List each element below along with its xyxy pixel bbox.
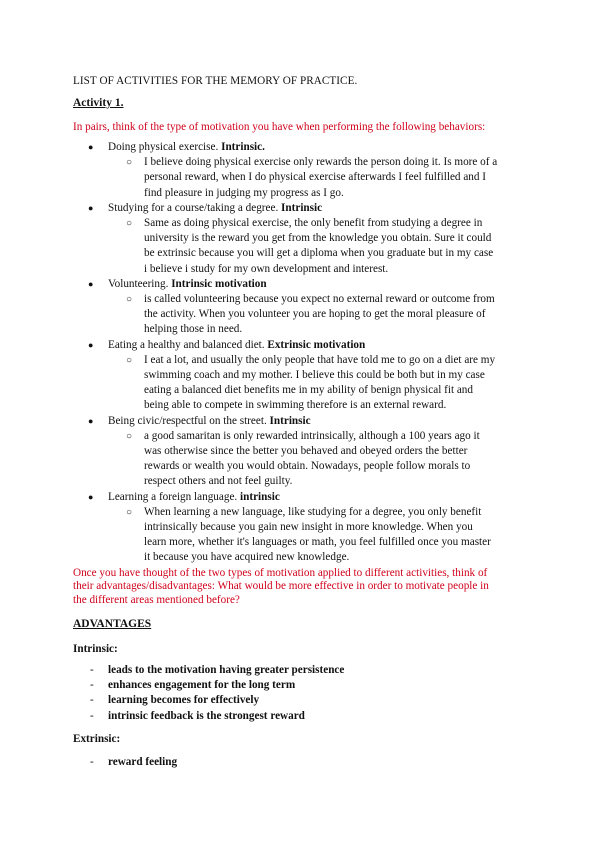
explanation-line: I believe doing physical exercise only rewards the person doing it. Is more of a [144,156,498,169]
prompt-line: the different areas mentioned before? [73,593,240,606]
explanation-line: intrinsically because you gain new insight in more knowledge. When you [144,521,473,534]
dash-bullet-icon: - [90,664,94,676]
explanation-line: the activity. When you volunteer you are hoping to get the moral pleasure of [144,308,486,321]
advantages-heading: ADVANTAGES [73,618,152,630]
explanation-line: Same as doing physical exercise, the only benefit from studying a degree in [144,217,483,230]
activity-item [0,277,600,292]
explanation-line: eating a balanced diet benefits me in my ability of benign physical fit and [144,384,473,397]
motivation-type: Intrinsic. [221,141,265,153]
motivation-type: Intrinsic [281,201,323,214]
bullet-icon: ● [88,415,94,426]
explanation-line: is called volunteering because you expect no external reward or outcome from [144,293,495,306]
bullet-icon: ● [88,278,94,289]
activity-item [0,490,600,505]
activity-explanation [0,155,600,201]
activity-label: Being civic/respectful on the street. [108,414,270,427]
advantage-text: enhances engagement for the long term [108,679,296,692]
dash-bullet-icon: - [90,679,94,692]
activity-label: Doing physical exercise. [108,141,222,153]
intrinsic-heading: Intrinsic: [73,643,118,655]
bullet-icon: ● [88,142,94,152]
explanation-line: respect others and not feel guilty. [144,475,293,488]
explanation-line: being able to compete in swimming therefore is an external reward. [144,399,447,412]
advantage-item [0,678,600,693]
explanation-line: university is the reward you get from the knowledge you obtain. Sure it could [144,232,492,245]
extrinsic-advantage-list [0,755,600,770]
extrinsic-heading: Extrinsic: [73,733,121,745]
activity-explanation [0,292,600,338]
dash-bullet-icon: - [90,709,94,722]
explanation-line: i believe i study for my own development and interest. [144,262,389,275]
activity-explanation [0,429,600,490]
dash-bullet-icon: - [90,756,94,768]
sub-bullet-icon: ○ [126,294,133,306]
instruction-text: In pairs, think of the type of motivation you have when performing the following behaviors: [73,121,486,133]
explanation-line: personal reward, when I do physical exercise afterwards I feel fulfilled and I [144,171,486,184]
explanation-line: I eat a lot, and usually the only people that have told me to go on a diet are my [144,353,496,366]
explanation-line: rewards or wealth you would obtain. Nowadays, people follow morals to [144,460,471,473]
prompt-line: their advantages/disadvantages: What would be more effective in order to motivate people in [73,580,489,593]
advantage-text: reward feeling [108,756,178,768]
activity-explanation [0,216,600,277]
activity-label: Eating a healthy and balanced diet. [108,338,268,351]
activity-label: Studying for a course/taking a degree. [108,201,282,214]
advantage-item [0,709,600,724]
activity-label: Volunteering. [108,277,172,290]
bullet-icon: ● [88,491,94,502]
motivation-type: Intrinsic [269,414,311,427]
sub-bullet-icon: ○ [126,157,133,169]
activity-item [0,414,600,429]
explanation-line: helping those in need. [144,323,243,336]
activity-label: Learning a foreign language. [108,490,241,503]
advantage-text: learning becomes for effectively [108,694,260,707]
explanation-line: was otherwise since the better you behaved and obeyed orders the better [144,445,468,458]
advantage-text: intrinsic feedback is the strongest reward [108,709,305,722]
advantage-text: leads to the motivation having greater persistence [108,664,345,676]
activity-explanation [0,353,600,414]
advantage-item [0,663,600,678]
explanation-line: swimming coach and my mother. I believe this could be both but in my case [144,369,485,382]
document-title: LIST OF ACTIVITIES FOR THE MEMORY OF PRACTICE. [73,75,358,87]
sub-bullet-icon: ○ [126,430,133,442]
activity-item [0,338,600,353]
motivation-type: Extrinsic motivation [267,338,366,351]
activity-list [0,140,600,566]
reflection-prompt [73,567,533,607]
explanation-line: it because you have acquired new knowledge. [144,551,350,564]
bullet-icon: ● [88,339,94,350]
explanation-line: be extrinsic because you will get a diploma when you graduate but in my case [144,247,494,260]
activity-item [0,201,600,216]
motivation-type: intrinsic [240,490,280,503]
advantage-item [0,755,600,770]
activity-heading: Activity 1. [73,97,124,109]
intrinsic-advantage-list [0,663,600,724]
prompt-line: Once you have thought of the two types of motivation applied to different activities, think of [73,567,488,579]
bullet-icon: ● [88,202,94,213]
sub-bullet-icon: ○ [126,354,133,366]
dash-bullet-icon: - [90,694,94,707]
sub-bullet-icon: ○ [126,506,133,518]
motivation-type: Intrinsic motivation [171,277,267,290]
explanation-line: a good samaritan is only rewarded intrinsically, although a 100 years ago it [144,429,480,442]
explanation-line: learn more, whether it's languages or math, you feel fulfilled once you master [144,536,491,549]
activity-item [0,140,600,155]
advantage-item [0,693,600,708]
explanation-line: find pleasure in judging my progress as I go. [144,186,344,199]
explanation-line: When learning a new language, like studying for a degree, you only benefit [144,505,482,518]
sub-bullet-icon: ○ [126,218,133,230]
activity-explanation [0,505,600,566]
